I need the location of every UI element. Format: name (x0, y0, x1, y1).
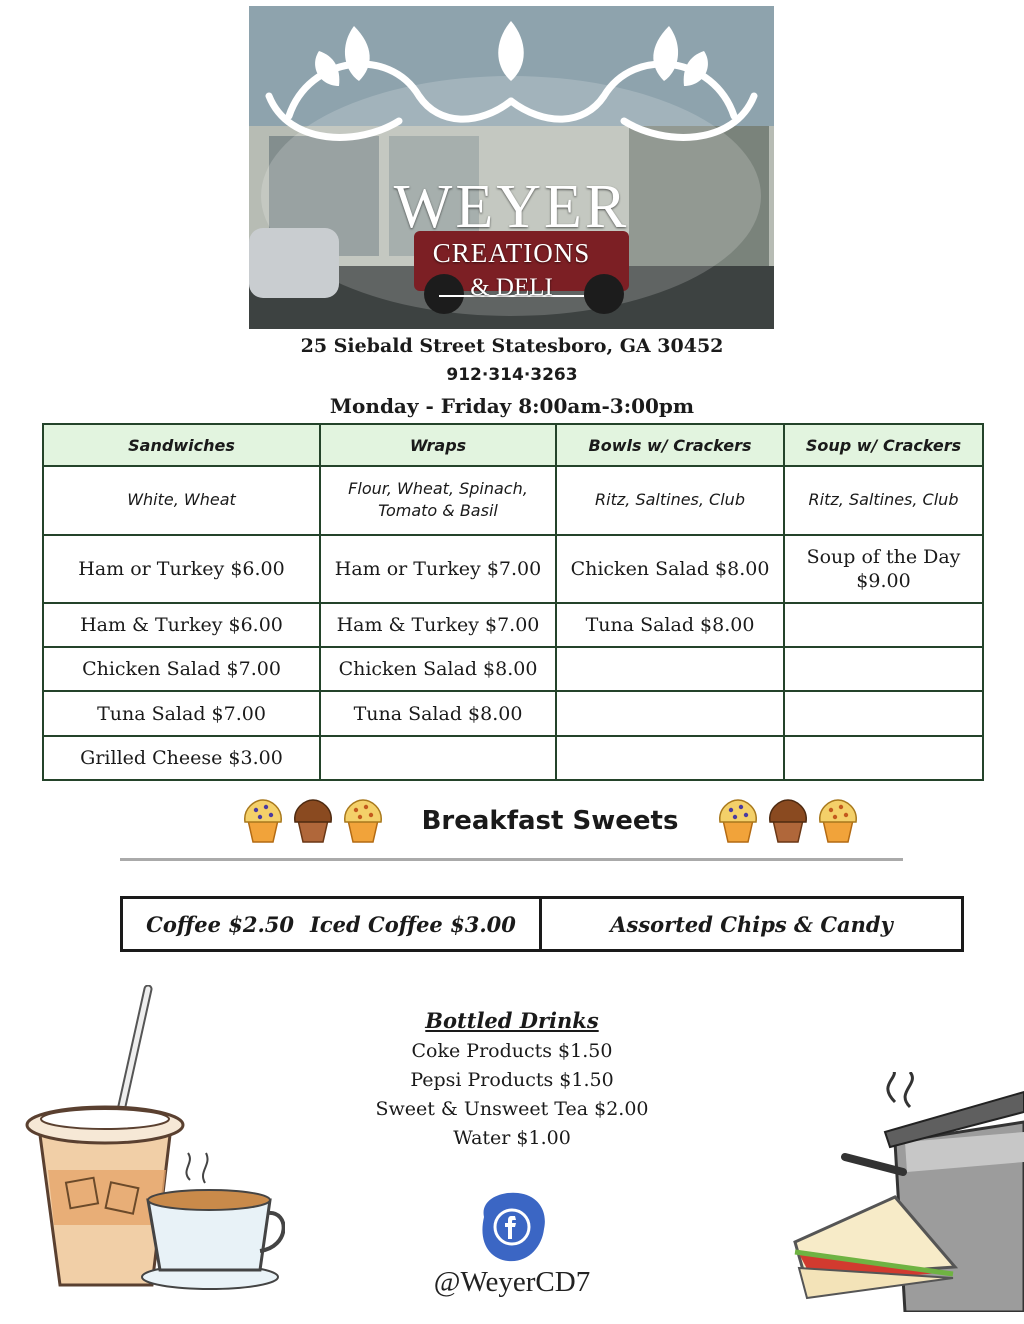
menu-table (42, 423, 984, 781)
soup-pot-icon (785, 1072, 1024, 1312)
menu-header-row (43, 424, 983, 466)
muffin-icon (240, 798, 286, 844)
facebook-handle[interactable]: @WeyerCD7 (433, 1266, 591, 1298)
coffee-box (120, 896, 964, 952)
menu-item (784, 736, 983, 780)
menu-item: Grilled Cheese $3.00 (43, 736, 320, 780)
drink-item: Coke Products $1.50 (411, 1040, 613, 1062)
muffin-icon (815, 798, 861, 844)
menu-item (784, 691, 983, 735)
section-divider (120, 858, 903, 861)
column-header-soup: Soup w/ Crackers (784, 424, 983, 466)
menu-item (784, 603, 983, 647)
menu-item: Soup of the Day $9.00 (784, 535, 983, 603)
menu-item: Chicken Salad $8.00 (556, 535, 784, 603)
column-header-wraps: Wraps (320, 424, 556, 466)
menu-item: Ham & Turkey $6.00 (43, 603, 320, 647)
table-row (43, 535, 983, 603)
menu-item: Tuna Salad $8.00 (556, 603, 784, 647)
menu-item: Chicken Salad $7.00 (43, 647, 320, 691)
iced-coffee-icon (20, 985, 285, 1295)
soup-cracker-options: Ritz, Saltines, Club (784, 466, 983, 534)
menu-item: Chicken Salad $8.00 (320, 647, 556, 691)
table-row (43, 647, 983, 691)
menu-item (320, 736, 556, 780)
bowl-cracker-options: Ritz, Saltines, Club (556, 466, 784, 534)
muffin-icon (290, 798, 336, 844)
menu-item (556, 647, 784, 691)
menu-options-row (43, 466, 983, 534)
drink-item: Pepsi Products $1.50 (410, 1069, 614, 1091)
iced-coffee-price: Iced Coffee $3.00 (310, 911, 516, 937)
logo-banner (249, 6, 774, 329)
muffin-icon (765, 798, 811, 844)
menu-item: Tuna Salad $7.00 (43, 691, 320, 735)
bottled-drinks-title: Bottled Drinks (425, 1008, 599, 1033)
column-header-bowls: Bowls w/ Crackers (556, 424, 784, 466)
phone-number: 912·314·3263 (446, 365, 578, 385)
business-hours: Monday - Friday 8:00am-3:00pm (329, 394, 695, 418)
menu-item: Ham or Turkey $7.00 (320, 535, 556, 603)
drink-item: Sweet & Unsweet Tea $2.00 (375, 1098, 649, 1120)
logo-subtitle: CREATIONS (432, 238, 591, 268)
wrap-options: Flour, Wheat, Spinach, Tomato & Basil (320, 466, 556, 534)
chips-candy: Assorted Chips & Candy (610, 911, 893, 937)
address: 25 Siebald Street Statesboro, GA 30452 (300, 335, 724, 357)
muffin-icon (715, 798, 761, 844)
column-header-sandwiches: Sandwiches (43, 424, 320, 466)
drink-item: Water $1.00 (453, 1127, 571, 1149)
breakfast-sweets-title: Breakfast Sweets (421, 806, 679, 836)
logo-name: WEYER (393, 173, 630, 241)
table-row (43, 691, 983, 735)
muffin-icon (340, 798, 386, 844)
menu-item (556, 736, 784, 780)
coffee-price: Coffee $2.50 (146, 911, 295, 937)
menu-item: Tuna Salad $8.00 (320, 691, 556, 735)
logo-subtitle-deli: & DELI (470, 274, 553, 301)
coffee-prices (123, 899, 542, 949)
table-row (43, 603, 983, 647)
table-row (43, 736, 983, 780)
menu-item: Ham or Turkey $6.00 (43, 535, 320, 603)
menu-item (784, 647, 983, 691)
menu-item: Ham & Turkey $7.00 (320, 603, 556, 647)
menu-item (556, 691, 784, 735)
facebook-icon[interactable] (472, 1187, 552, 1267)
sandwich-bread-options: White, Wheat (43, 466, 320, 534)
